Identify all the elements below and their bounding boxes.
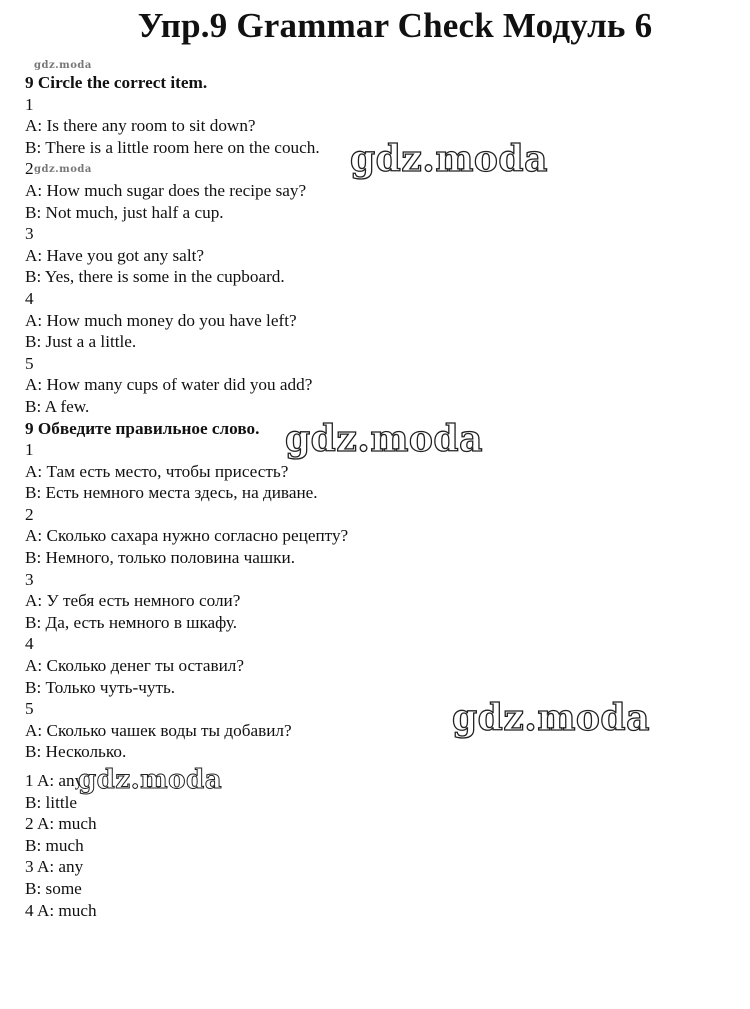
page-title: Упр.9 Grammar Check Модуль 6 bbox=[137, 6, 653, 45]
text-line: A: Is there any room to sit down? bbox=[25, 116, 256, 136]
text-line: 4 bbox=[25, 288, 34, 308]
text-line: B: A few. bbox=[25, 396, 90, 416]
text-line: B: little bbox=[25, 792, 78, 812]
watermark: gdz.moda bbox=[350, 138, 548, 180]
text-line: 1 bbox=[25, 94, 34, 114]
text-line: A: Сколько чашек воды ты добавил? bbox=[25, 720, 292, 740]
text-line: B: Только чуть-чуть. bbox=[25, 677, 176, 697]
text-line: B: Есть немного места здесь, на диване. bbox=[25, 483, 318, 503]
text-line: A: Там есть место, чтобы присесть? bbox=[25, 461, 289, 481]
section-heading: 9 Обведите правильное слово. bbox=[25, 418, 260, 438]
text-line: 3 bbox=[25, 224, 34, 244]
text-line: B: Just a a little. bbox=[25, 332, 137, 352]
text-line: 2 A: much bbox=[25, 814, 97, 834]
text-line: 5 bbox=[25, 353, 34, 373]
text-line: 4 A: much bbox=[25, 900, 97, 920]
text-line: B: some bbox=[25, 878, 82, 898]
text-line: A: How much money do you have left? bbox=[25, 310, 297, 330]
text-line: B: Да, есть немного в шкафу. bbox=[25, 612, 238, 632]
text-line: 2 bbox=[25, 504, 34, 524]
text-line: 2 bbox=[25, 159, 34, 179]
text-line: 3 A: any bbox=[25, 857, 84, 877]
watermark: gdz.moda bbox=[78, 765, 223, 795]
spacer bbox=[25, 763, 348, 770]
watermark: gdz.moda bbox=[452, 697, 650, 739]
text-line: 5 bbox=[25, 699, 34, 719]
text-line: B: much bbox=[25, 835, 84, 855]
section-heading: 9 Circle the correct item. bbox=[25, 73, 208, 92]
text-line: A: У тебя есть немного соли? bbox=[25, 591, 241, 611]
watermark-small: gdz.moda bbox=[34, 164, 92, 175]
text-line: A: Have you got any salt? bbox=[25, 245, 204, 265]
text-line: B: Not much, just half a cup. bbox=[25, 202, 224, 222]
text-line: B: There is a little room here on the couch. bbox=[25, 137, 320, 157]
text-line: A: How much sugar does the recipe say? bbox=[25, 180, 307, 200]
text-line: 3 bbox=[25, 569, 34, 589]
text-line: 4 bbox=[25, 634, 34, 654]
text-line: A: Сколько денег ты оставил? bbox=[25, 656, 244, 676]
exercise-content bbox=[25, 72, 348, 921]
watermark-small: gdz.moda bbox=[34, 60, 92, 71]
text-line: 1 A: any bbox=[25, 771, 84, 790]
text-line: B: Немного, только половина чашки. bbox=[25, 548, 296, 568]
text-line: 1 bbox=[25, 440, 34, 460]
text-line: A: How many cups of water did you add? bbox=[25, 375, 313, 395]
text-line: B: Несколько. bbox=[25, 742, 127, 762]
text-line: A: Сколько сахара нужно согласно рецепту? bbox=[25, 526, 349, 546]
watermark: gdz.moda bbox=[285, 418, 483, 460]
text-line: B: Yes, there is some in the cupboard. bbox=[25, 267, 285, 287]
